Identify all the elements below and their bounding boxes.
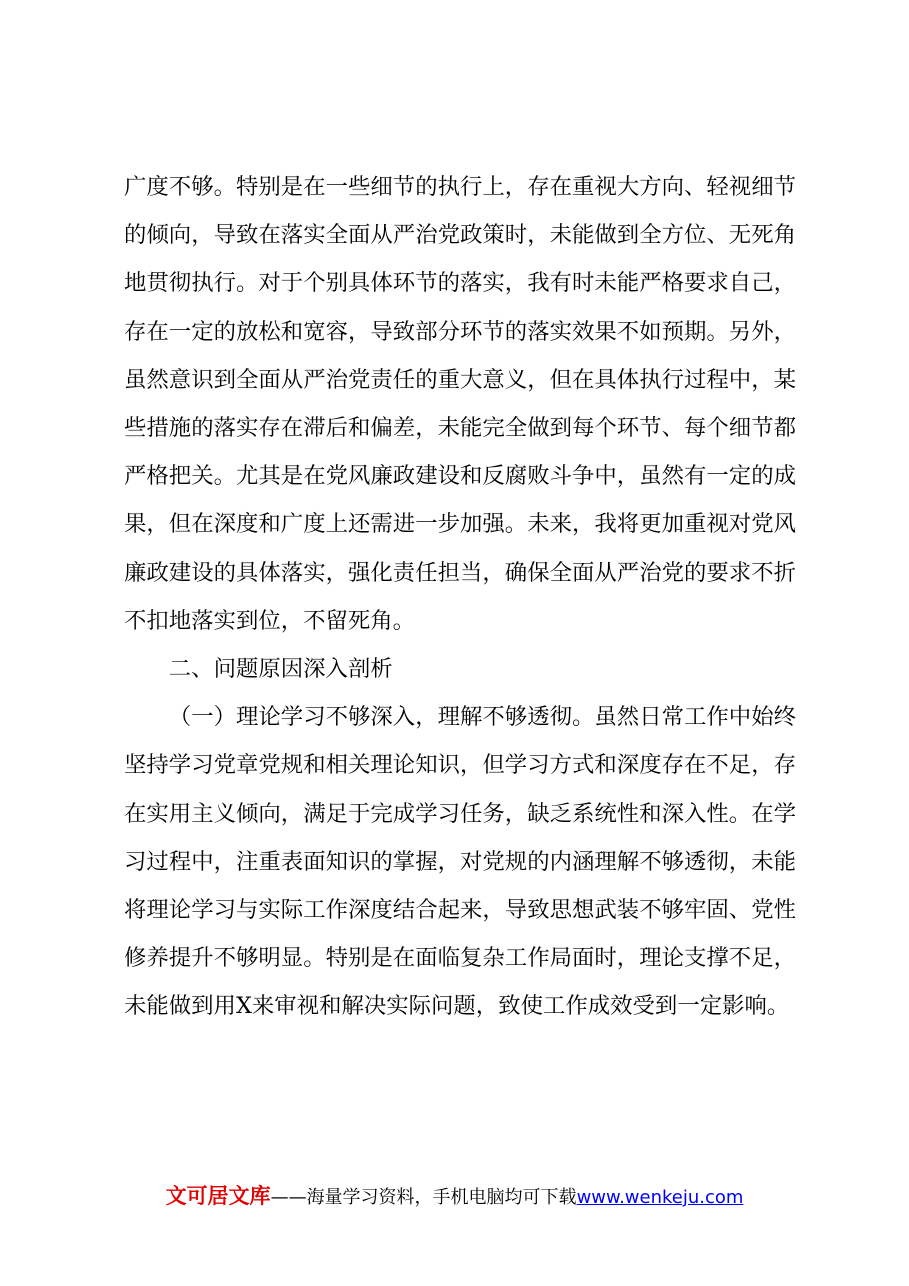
footer-url-link[interactable]: www.wenkeju.com (576, 1187, 744, 1208)
footer-brand: 文可居文库 (165, 1184, 271, 1208)
document-body (124, 163, 796, 1031)
body-paragraph-1: 广度不够。特别是在一些细节的执行上，存在重视大方向、轻视细节的倾向，导致在落实全面从严治党政策时，未能做到全方位、无死角地贯彻执行。对于个别具体环节的落实，我有时未能严格要求自己，存在一定的放松和宽容，导致部分环节的落实效果不如预期。另外，虽然意识到全面从严治党责任的重大意义，但在具体执行过程中，某些措施的落实存在滞后和偏差，未能完全做到每个环节、每个细节都严格把关。尤其是在党风廉政建设和反腐败斗争中，虽然有一定的成果，但在深度和广度上还需进一步加强。未来，我将更加重视对党风廉政建设的具体落实，强化责任担当，确保全面从严治党的要求不折不扣地落实到位，不留死角。 (124, 174, 796, 634)
section-heading: 二、问题原因深入剖析 (168, 656, 393, 683)
footer-banner (0, 1182, 909, 1212)
body-paragraph-2: （一）理论学习不够深入，理解不够透彻。虽然日常工作中始终坚持学习党章党规和相关理论知识，但学习方式和深度存在不足，存在实用主义倾向，满足于完成学习任务，缺乏系统性和深入性。在学习过程中，注重表面知识的掌握，对党规的内涵理解不够透彻，未能将理论学习与实际工作深度结合起来，导致思想武装不够牢固、党性修养提升不够明显。特别是在面临复杂工作局面时，理论支撑不足，未能做到用X来审视和解决实际问题，致使工作成效受到一定影响。 (124, 704, 796, 1020)
footer-slogan: ——海量学习资料，手机电脑均可下载 (270, 1187, 577, 1208)
